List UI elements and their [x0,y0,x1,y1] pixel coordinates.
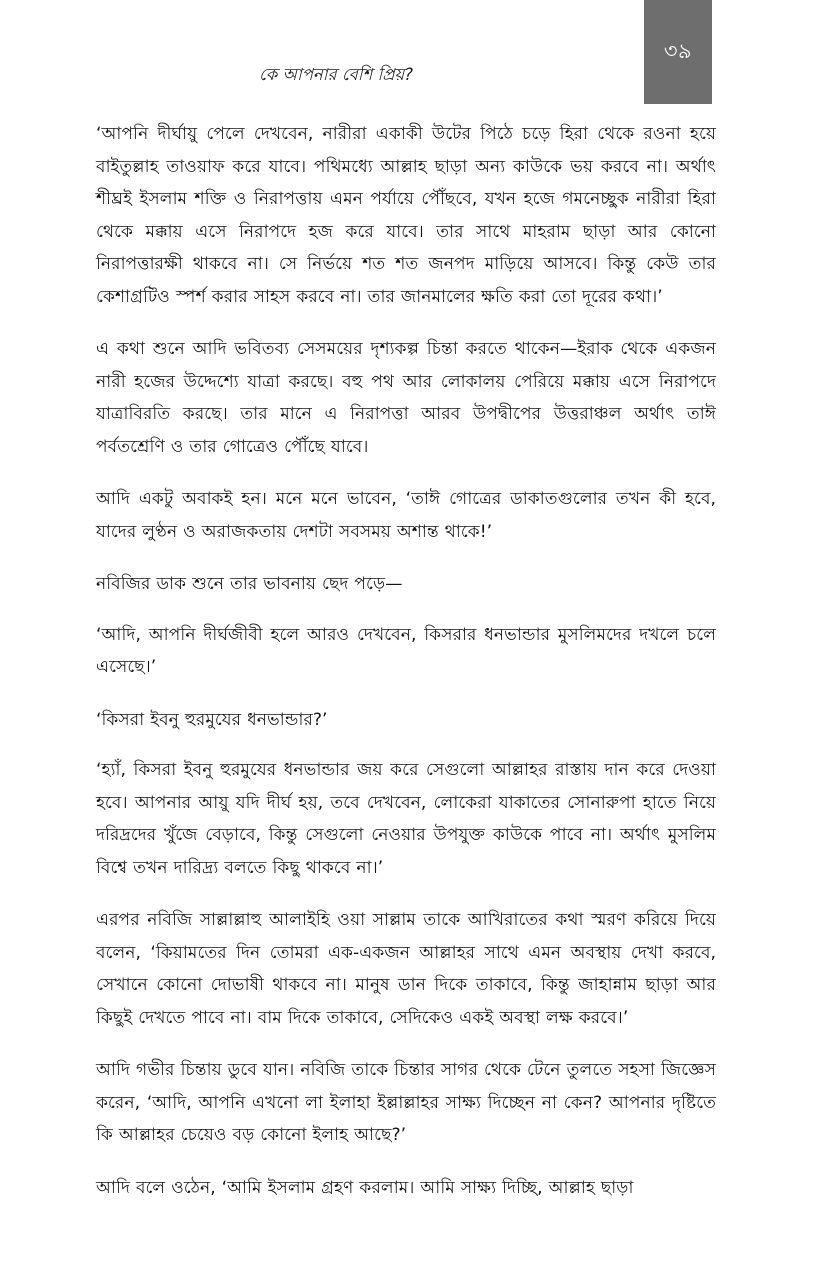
page-body [96,118,716,1204]
paragraph: নবিজির ডাক শুনে তার ভাবনায় ছেদ পড়ে— [96,574,403,594]
paragraph: এরপর নবিজি সাল্লাল্লাহু আলাইহি ওয়া সাল্লাম তাকে আখিরাতের কথা স্মরণ করিয়ে দিয়ে বলেন, ‘কিয়ামতের দিন তোমরা এক-একজন আল্লাহর সাথে এমন অবস্থায় দেখা করবে, সেখানে কোনো দোভাষী থাকবে না। মানুষ ডান দিকে তাকাবে, কিন্তু জাহান্নাম ছাড়া আর কিছুই দেখতে পাবে না। বাম দিকে তাকাবে, সেদিকেও একই অবস্থা লক্ষ করবে।’ [96,910,716,1028]
paragraph: এ কথা শুনে আদি ভবিতব্য সেসময়ের দৃশ্যকল্প চিন্তা করতে থাকেন—ইরাক থেকে একজন নারী হজের উদ্দেশ্যে যাত্রা করছে। বহু পথ আর লোকালয় পেরিয়ে মক্কায় এসে নিরাপদে যাত্রাবিরতি করছে। তার মানে এ নিরাপত্তা আরব উপদ্বীপের উত্তরাঞ্চল অর্থাৎ তাঈ পর্বতশ্রেণি ও তার গোত্রেও পৌঁছে যাবে। [96,339,716,457]
paragraph: ‘হ্যাঁ, কিসরা ইবনু হুরমুযের ধনভান্ডার জয় করে সেগুলো আল্লাহর রাস্তায় দান করে দেওয়া হবে। আপনার আয়ু যদি দীর্ঘ হয়, তবে দেখবেন, লোকেরা যাকাতের সোনারুপা হাতে নিয়ে দরিদ্রদের খুঁজে বেড়াবে, কিন্তু সেগুলো নেওয়ার উপযুক্ত কাউকে পাবে না। অর্থাৎ মুসলিম বিশ্বে তখন দারিদ্র্য বলতে কিছু থাকবে না।’ [96,760,716,878]
paragraph: আদি বলে ওঠেন, ‘আমি ইসলাম গ্রহণ করলাম। আমি সাক্ষ্য দিচ্ছি, আল্লাহ ছাড়া [96,1177,634,1198]
running-title: কে আপনার বেশি প্রিয়? [258,65,413,84]
paragraph: ‘আদি, আপনি দীর্ঘজীবী হলে আরও দেখবেন, কিসরার ধনভান্ডার মুসলিমদের দখলে চলে এসেছে।’ [96,624,716,677]
paragraph: আদি একটু অবাকই হন। মনে মনে ভাবেন, ‘তাঈ গোত্রের ডাকাতগুলোর তখন কী হবে, যাদের লুণ্ঠন ও অরাজকতায় দেশটা সবসময় অশান্ত থাকে!’ [96,489,716,542]
page-number: ৩৯ [663,38,693,63]
paragraph: ‘কিসরা ইবনু হুরমুযের ধনভান্ডার?’ [96,709,328,730]
page-header [0,0,822,104]
paragraph: আদি গভীর চিন্তায় ডুবে যান। নবিজি তাকে চিন্তার সাগর থেকে টেনে তুলতে সহসা জিজ্ঞেস করেন, ‘আদি, আপনি এখনো লা ইলাহা ইল্লাল্লাহর সাক্ষ্য দিচ্ছেন না কেন? আপনার দৃষ্টিতে কি আল্লাহর চেয়েও বড় কোনো ইলাহ আছে?’ [96,1060,716,1145]
paragraph: ‘আপনি দীর্ঘায়ু পেলে দেখবেন, নারীরা একাকী উটের পিঠে চড়ে হিরা থেকে রওনা হয়ে বাইতুল্লাহ তাওয়াফ করে যাবে। পথিমধ্যে আল্লাহ ছাড়া অন্য কাউকে ভয় করবে না। অর্থাৎ শীঘ্রই ইসলাম শক্তি ও নিরাপত্তায় এমন পর্যায়ে পৌঁছবে, যখন হজে গমনেচ্ছুক নারীরা হিরা থেকে মক্কায় এসে নিরাপদে হজ করে যাবে। তার সাথে মাহরাম ছাড়া আর কোনো নিরাপত্তারক্ষী থাকবে না। সে নির্ভয়ে শত শত জনপদ মাড়িয়ে আসবে। কিন্তু কেউ তার কেশাগ্রটিও স্পর্শ করার সাহস করবে না। তার জানমালের ক্ষতি করা তো দূরের কথা।’ [96,124,716,307]
